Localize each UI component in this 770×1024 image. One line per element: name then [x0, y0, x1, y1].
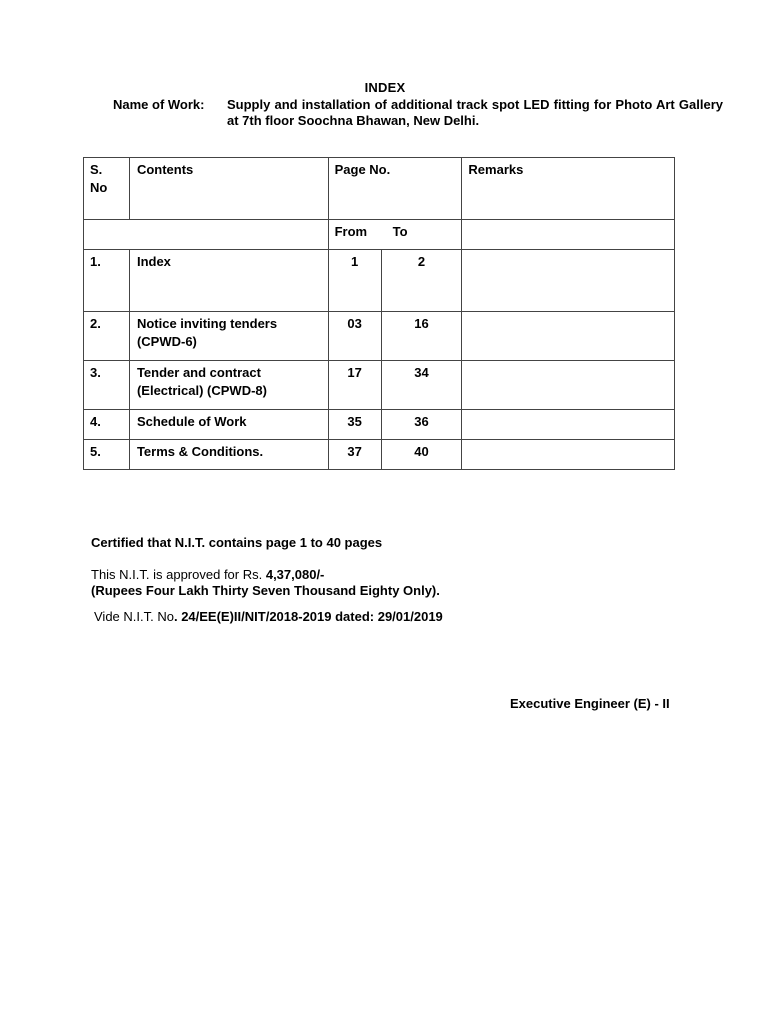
table-row	[84, 440, 675, 470]
row-remarks	[462, 250, 675, 312]
row-page-to: 36	[381, 410, 462, 440]
row-page-to: 2	[381, 250, 462, 312]
remarks-subheader-blank	[462, 220, 675, 250]
table-row	[84, 410, 675, 440]
sno-header-line1: S.	[90, 162, 103, 177]
signatory: Executive Engineer (E) - II	[510, 696, 670, 711]
row-contents: Notice inviting tenders (CPWD-6)	[129, 312, 328, 361]
approval-amount: 4,37,080/-	[265, 567, 325, 582]
row-page-to: 34	[381, 361, 462, 410]
sno-header	[84, 158, 130, 220]
nit-reference-prefix: Vide N.I.T. No	[94, 609, 174, 624]
row-page-from: 1	[328, 250, 381, 312]
row-page-from: 35	[328, 410, 381, 440]
page-no-header: Page No.	[328, 158, 462, 220]
table-row	[84, 312, 675, 361]
row-sno: 5.	[84, 440, 130, 470]
page-range-header	[328, 220, 462, 250]
row-sno: 1.	[84, 250, 130, 312]
approval-statement	[91, 567, 324, 582]
certification-statement: Certified that N.I.T. contains page 1 to 40 pages	[91, 535, 383, 550]
row-remarks	[462, 361, 675, 410]
table-subheader-row	[84, 220, 675, 250]
name-of-work-label: Name of Work:	[113, 97, 205, 112]
contents-header: Contents	[129, 158, 328, 220]
remarks-header: Remarks	[462, 158, 675, 220]
table-row	[84, 361, 675, 410]
row-contents: Index	[129, 250, 328, 312]
nit-reference	[94, 609, 443, 624]
row-remarks	[462, 312, 675, 361]
approval-prefix: This N.I.T. is approved for Rs.	[91, 567, 266, 582]
row-remarks	[462, 410, 675, 440]
to-header: To	[392, 224, 408, 239]
row-remarks	[462, 440, 675, 470]
row-sno: 2.	[84, 312, 130, 361]
row-contents: Terms & Conditions.	[129, 440, 328, 470]
row-page-from: 03	[328, 312, 381, 361]
sno-header-line2: No	[90, 180, 108, 195]
row-page-from: 37	[328, 440, 381, 470]
index-table	[83, 157, 675, 470]
row-page-to: 16	[381, 312, 462, 361]
row-sno: 3.	[84, 361, 130, 410]
row-contents: Schedule of Work	[129, 410, 328, 440]
subheader-blank	[84, 220, 329, 250]
amount-in-words: (Rupees Four Lakh Thirty Seven Thousand Eighty Only).	[91, 583, 440, 598]
table-row	[84, 250, 675, 312]
from-header: From	[334, 224, 368, 239]
row-page-to: 40	[381, 440, 462, 470]
nit-reference-number: . 24/EE(E)II/NIT/2018-2019 dated: 29/01/2019	[173, 609, 443, 624]
name-of-work-text: Supply and installation of additional track spot LED fitting for Photo Art Gallery at 7th floor Soochna Bhawan, New Delhi.	[227, 97, 723, 128]
row-page-from: 17	[328, 361, 381, 410]
table-header-row	[84, 158, 675, 220]
row-sno: 4.	[84, 410, 130, 440]
document-title: INDEX	[364, 80, 406, 95]
row-contents: Tender and contract (Electrical) (CPWD-8)	[129, 361, 328, 410]
